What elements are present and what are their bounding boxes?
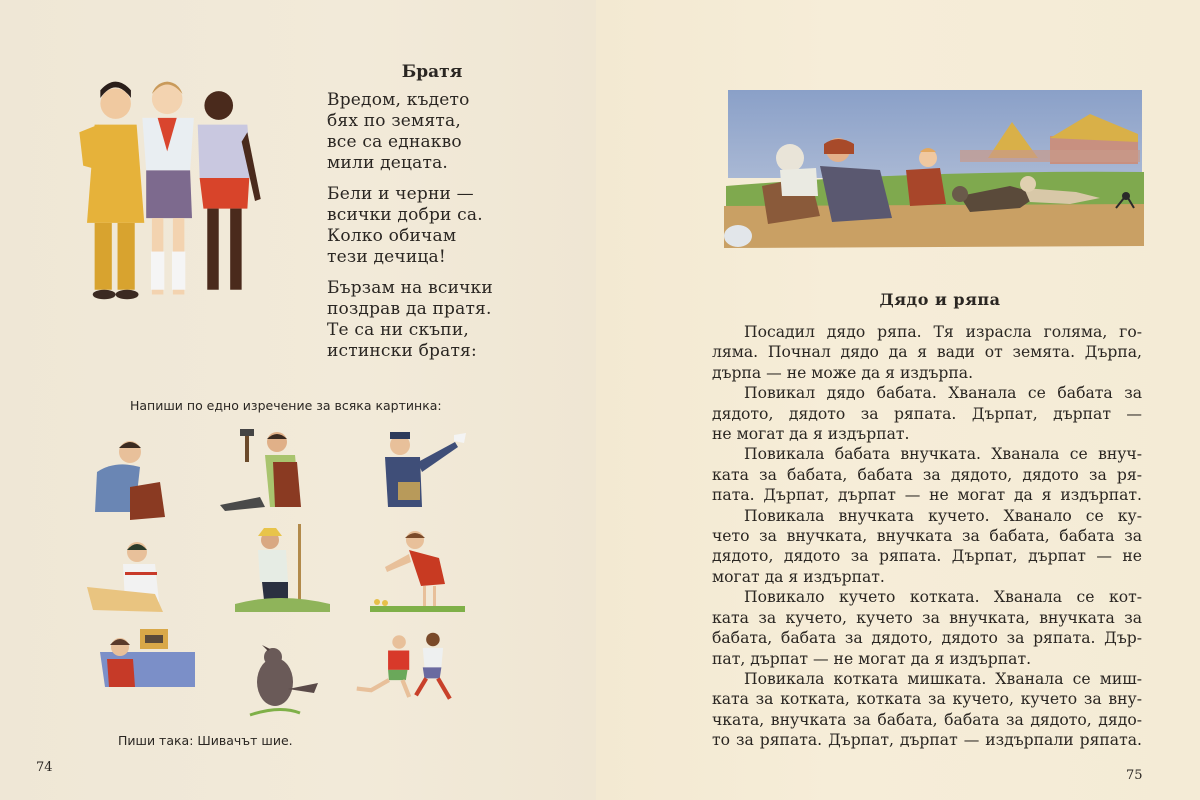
blacksmith-picture (215, 427, 325, 522)
nurse-at-table-picture (85, 627, 195, 722)
exercise-pictures-grid (80, 422, 480, 722)
story-line: не могат да я издърпат. (712, 425, 910, 444)
poem-line: Вредом, където (327, 90, 470, 110)
poem (327, 62, 527, 372)
story-line: Повикала бабата внучката. Хванала се внуч- (744, 445, 1142, 464)
story-line: пат, дърпат — не могат да я издърпат. (712, 649, 1032, 668)
story-line: дърпа — не може да я издърпа. (712, 363, 974, 382)
man-digging-picture (230, 522, 340, 617)
poem-line: поздрав да пратя. (327, 299, 492, 319)
story-line: чката, внучката за бабата, бабата за дядото, дядо- (712, 710, 1142, 729)
story-line: дядото, дядото за ряпата. Дърпат, дърпат — (712, 404, 1142, 423)
exercise-instruction: Напиши по едно изречение за всяка картинка: (130, 398, 442, 413)
story-line: Повикала внучката кучето. Хванало се ку- (744, 506, 1142, 525)
story-line: Повикало кучето котката. Хванала се кот- (744, 588, 1142, 607)
story-line: ката за котката, котката за кучето, кучето за вну- (712, 690, 1142, 709)
tailor-sewing-picture (85, 432, 195, 527)
story-title: Дядо и ряпа (879, 290, 1001, 309)
story-line: Повикал дядо бабата. Хванала се бабата за (744, 384, 1142, 403)
exercise-example: Пиши така: Шивачът шие. (118, 733, 293, 748)
bird-picture (240, 627, 350, 722)
page-number-right: 75 (1126, 768, 1143, 783)
poem-line: Те са ни скъпи, (327, 320, 469, 340)
poem-line: мили децата. (327, 153, 449, 173)
poem-line: Колко обичам (327, 226, 457, 246)
poem-line: всички добри са. (327, 205, 483, 225)
poem-line: истински братя: (327, 341, 477, 361)
story-line: ката за кучето, кучето за внучката, внучката за (712, 608, 1142, 627)
poem-line: бях по земята, (327, 111, 461, 131)
story-line: Посадил дядо ряпа. Тя израсла голяма, го- (744, 323, 1142, 341)
poem-stanza-1 (327, 90, 527, 174)
boys-running-picture (350, 622, 460, 717)
turnip-story-illustration (720, 86, 1148, 251)
page-74 (0, 0, 596, 800)
story-line: ката за бабата, бабата за дядото, дядото за ря- (712, 465, 1142, 484)
poem-line: все са еднакво (327, 132, 462, 152)
story-line: Повикала котката мишката. Хванала се миш- (744, 669, 1142, 688)
three-children-illustration (66, 62, 276, 317)
poem-title: Братя (401, 62, 463, 82)
story-line: ляма. Почнал дядо да я вади от земята. Дърпа, (712, 343, 1142, 362)
page-number-left: 74 (36, 760, 53, 775)
story-line: могат да я издърпат. (712, 567, 885, 586)
poem-line: Бързам на всички (327, 278, 493, 298)
pupil-writing-picture (85, 532, 195, 627)
story-line: то за ряпата. Дърпат, дърпат — издърпали ряпата. (712, 731, 1142, 750)
woman-feeding-chicks-picture (365, 522, 475, 617)
story-line: чето за внучката, внучката за бабата, бабата за (712, 527, 1142, 546)
story-line: пата. Дърпат, дърпат — не могат да я издърпат. (712, 486, 1142, 505)
story-line: бабата, бабата за дядото, дядото за ряпата. Дър- (712, 629, 1142, 648)
story-line: дядото, дядото за ряпата. Дърпат, дърпат — не (712, 547, 1142, 566)
poem-stanza-3 (327, 278, 527, 362)
poem-line: Бели и черни — (327, 184, 474, 204)
story-text (712, 322, 1142, 751)
poem-stanza-2 (327, 184, 527, 268)
poem-line: тези дечица! (327, 247, 446, 267)
postman-picture (370, 427, 480, 522)
